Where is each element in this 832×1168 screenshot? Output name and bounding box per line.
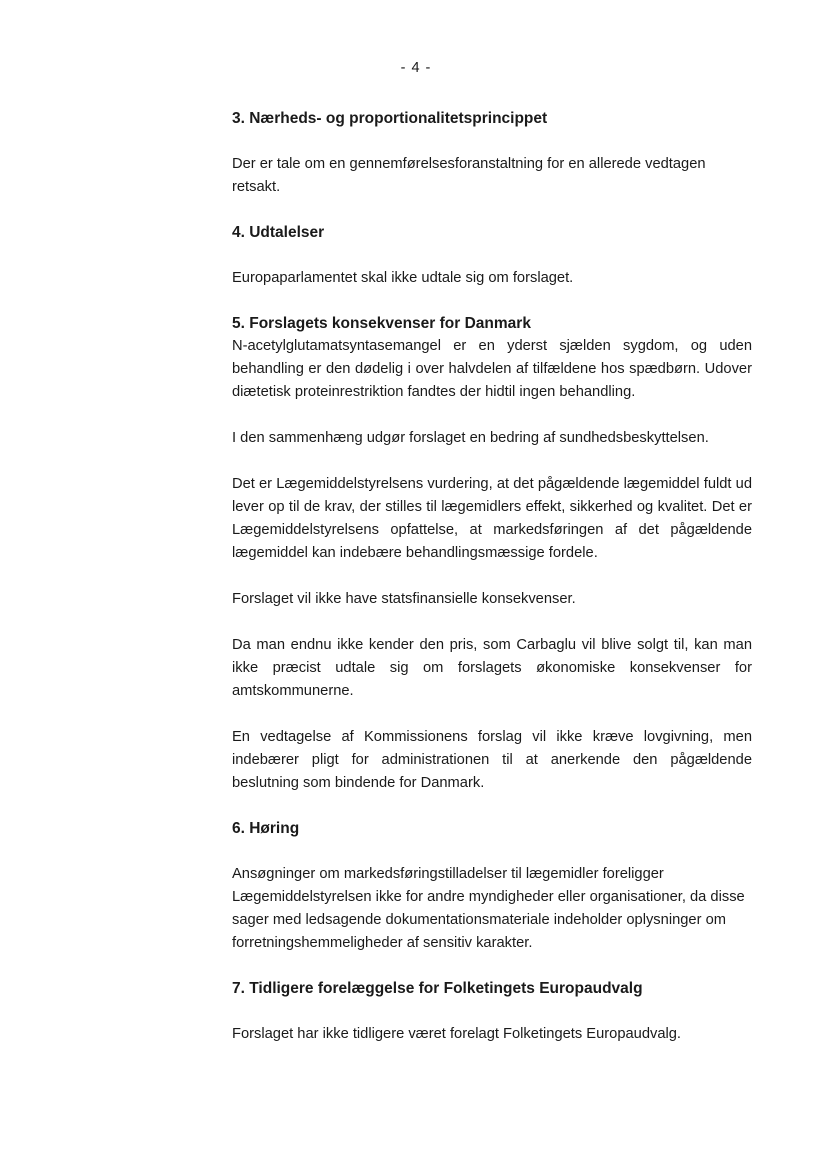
section-5-paragraph-4: Forslaget vil ikke have statsfinansielle konsekvenser. — [232, 591, 576, 607]
section-5-heading: 5. Forslagets konsekvenser for Danmark — [232, 315, 531, 332]
section-5-paragraph-6: En vedtagelse af Kommissionens forslag vil ikke kræve lovgivning, men indebærer pligt for administrationen til at anerkende den pågældende beslutning som bindende for Danmark. — [232, 729, 752, 791]
section-7-heading: 7. Tidligere forelæggelse for Folketingets Europaudvalg — [232, 980, 643, 997]
page-number: - 4 - — [400, 60, 432, 76]
document-body — [232, 108, 752, 1046]
section-4-heading: 4. Udtalelser — [232, 224, 325, 241]
section-3-heading: 3. Nærheds- og proportionalitetsprincippet — [232, 110, 548, 127]
section-3-paragraph-1: Der er tale om en gennemførelsesforanstaltning for en allerede vedtagen retsakt. — [232, 156, 706, 195]
section-6-heading: 6. Høring — [232, 820, 300, 837]
section-4-paragraph-1: Europaparlamentet skal ikke udtale sig om forslaget. — [232, 270, 574, 286]
section-6-paragraph-1: Ansøgninger om markedsføringstilladelser til lægemidler foreligger Lægemiddelstyrelsen ikke for andre myndigheder eller organisationer, da disse sager med ledsagende dokumentationsmateriale indeholder oplysninger om forretningshemmeligheder af sensitiv karakter. — [232, 866, 745, 951]
section-5-paragraph-5: Da man endnu ikke kender den pris, som Carbaglu vil blive solgt til, kan man ikke præcist udtale sig om forslagets økonomiske konsekvenser for amtskommunerne. — [232, 637, 752, 699]
section-5-paragraph-3: Det er Lægemiddelstyrelsens vurdering, at det pågældende lægemiddel fuldt ud lever op til de krav, der stilles til lægemidlers effekt, sikkerhed og kvalitet. Det er Lægemiddelstyrelsens opfattelse, at markedsføringen af det pågældende lægemiddel kan indebære behandlingsmæssige fordele. — [232, 476, 752, 561]
section-5-paragraph-2: I den sammenhæng udgør forslaget en bedring af sundhedsbeskyttelsen. — [232, 430, 709, 446]
section-5-paragraph-1: N-acetylglutamatsyntasemangel er en yderst sjælden sygdom, og uden behandling er den dødelig i over halvdelen af tilfældene hos spædbørn. Udover diætetisk proteinrestriktion fandtes der hidtil ingen behandling. — [232, 338, 752, 400]
section-7-paragraph-1: Forslaget har ikke tidligere været forelagt Folketingets Europaudvalg. — [232, 1026, 682, 1042]
